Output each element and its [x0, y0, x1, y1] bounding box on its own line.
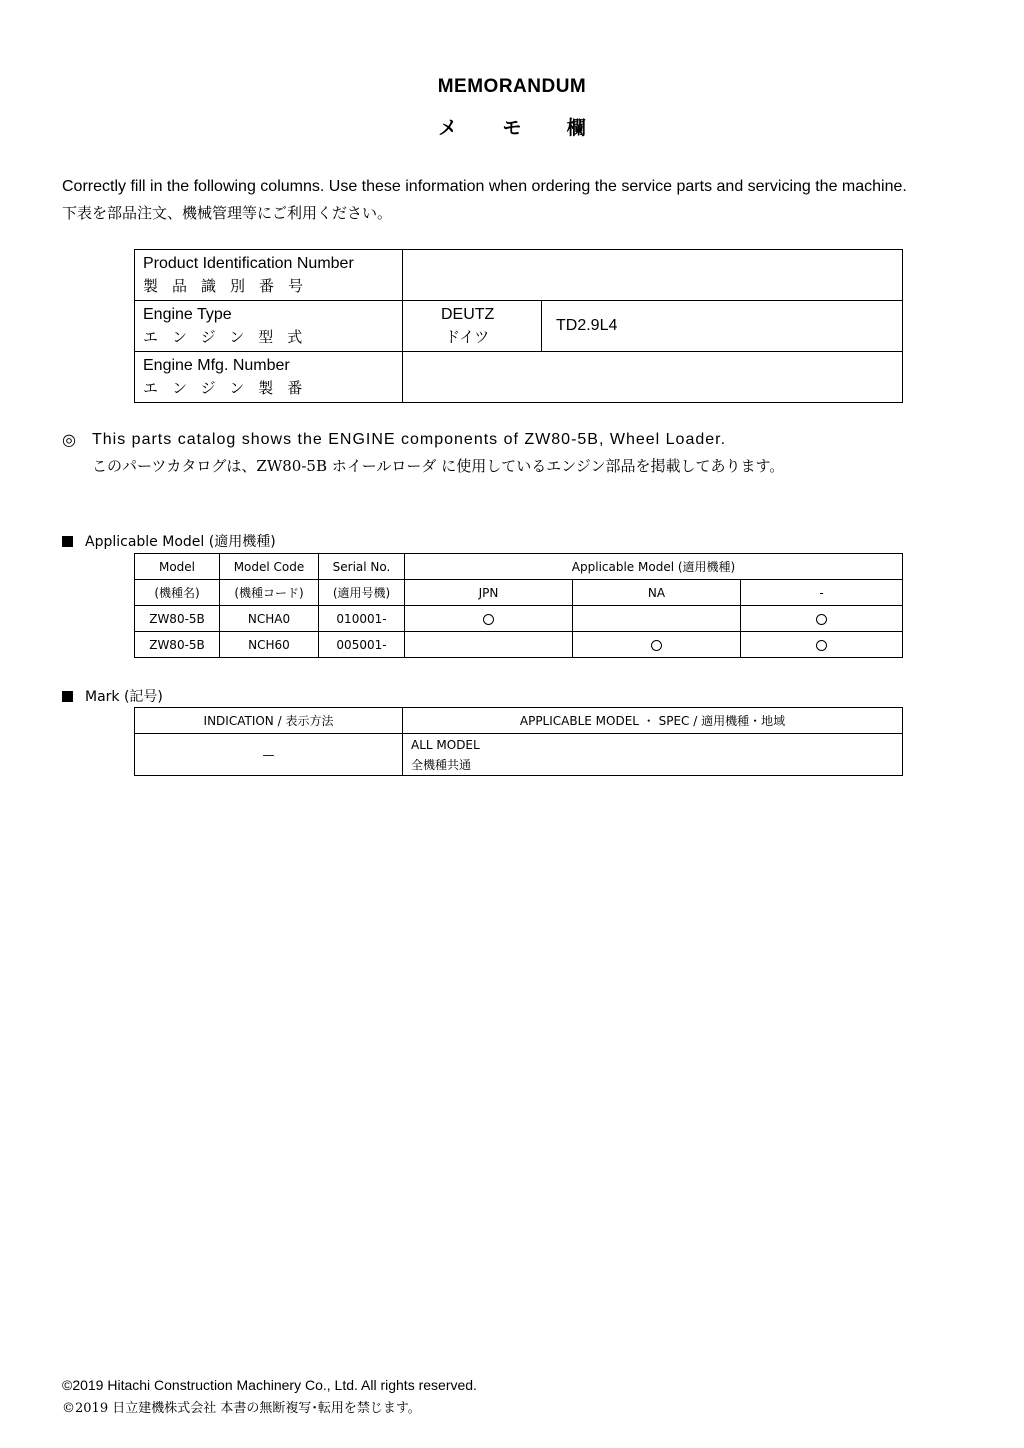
applicable-model-heading — [62, 531, 276, 551]
mark-cell-other — [741, 606, 903, 632]
mark-header-row — [135, 708, 903, 734]
mark-heading-text: Mark (記号) — [85, 689, 163, 705]
row-model-code: NCHA0 — [220, 606, 319, 632]
engine-maker-ja: ドイツ — [445, 328, 490, 346]
row-serial: 010001- — [319, 606, 405, 632]
engine-type-label-en: Engine Type — [143, 306, 232, 323]
mark-cell-na — [573, 632, 741, 658]
table-row — [135, 632, 903, 658]
header-region-jpn: JPN — [405, 580, 573, 606]
mark-table — [134, 707, 903, 776]
engine-mfg-label-en: Engine Mfg. Number — [143, 357, 290, 374]
black-square-icon — [62, 691, 73, 702]
engine-mfg-value-field[interactable] — [403, 352, 903, 403]
header-model-code-ja: (機種コード) — [220, 580, 319, 606]
pin-label-ja: 製品識別番号 — [143, 277, 318, 295]
pin-label-en: Product Identification Number — [143, 255, 354, 272]
header-model-ja: (機種名) — [135, 580, 220, 606]
pin-row — [135, 250, 903, 301]
mark-heading — [62, 686, 163, 706]
mark-desc-ja: 全機種共通 — [411, 757, 472, 772]
memorandum-title: MEMORANDUM — [437, 76, 587, 97]
row-model-code: NCH60 — [220, 632, 319, 658]
engine-maker-cell — [403, 301, 542, 352]
mark-header-applicable: APPLICABLE MODEL ・ SPEC / 適用機種・地域 — [403, 708, 903, 734]
mark-header-indication: INDICATION / 表示方法 — [135, 708, 403, 734]
circle-mark-icon — [816, 640, 827, 651]
note-double-circle-icon: ◎ — [62, 430, 76, 449]
header-serial-ja: (適用号機) — [319, 580, 405, 606]
pin-label-cell — [135, 250, 403, 301]
header-model-code: Model Code — [220, 554, 319, 580]
engine-mfg-label-cell — [135, 352, 403, 403]
applicable-model-table — [134, 553, 903, 658]
engine-mfg-label-ja: エンジン製番 — [143, 379, 317, 397]
catalog-note-en: This parts catalog shows the ENGINE components of ZW80-5B, Wheel Loader. — [92, 431, 727, 448]
mark-desc-en: ALL MODEL — [411, 737, 480, 752]
copyright-en: ©2019 Hitachi Construction Machinery Co., Ltd. All rights reserved. — [62, 1377, 477, 1393]
row-model: ZW80-5B — [135, 632, 220, 658]
mark-cell-jpn — [405, 606, 573, 632]
mark-body-row — [135, 734, 903, 776]
mark-desc-cell — [403, 734, 903, 776]
engine-type-value: TD2.9L4 — [542, 301, 903, 352]
circle-mark-icon — [483, 614, 494, 625]
engine-type-label-cell — [135, 301, 403, 352]
mark-cell-jpn — [405, 632, 573, 658]
product-info-table — [134, 249, 903, 403]
copyright-ja: ©2019 日立建機株式会社 本書の無断複写･転用を禁じます。 — [62, 1401, 421, 1416]
header-region-na: NA — [573, 580, 741, 606]
applicable-header-row-2 — [135, 580, 903, 606]
engine-mfg-row — [135, 352, 903, 403]
catalog-note-ja: このパーツカタログは、ZW80-5B ホイールローダ に使用しているエンジン部品を掲載してあります。 — [92, 457, 785, 475]
applicable-model-heading-text: Applicable Model (適用機種) — [85, 534, 276, 550]
row-serial: 005001- — [319, 632, 405, 658]
circle-mark-icon — [816, 614, 827, 625]
row-model: ZW80-5B — [135, 606, 220, 632]
intro-text-ja: 下表を部品注文、機械管理等にご利用ください。 — [62, 204, 393, 222]
memo-title-ja: メ モ 欄 — [438, 118, 586, 139]
mark-cell-na — [573, 606, 741, 632]
pin-value-field[interactable] — [403, 250, 903, 301]
header-applicable-group: Applicable Model (適用機種) — [405, 554, 903, 580]
intro-text-en: Correctly fill in the following columns. Use these information when ordering the service parts and servicing the machine. — [62, 178, 907, 195]
table-row — [135, 606, 903, 632]
mark-symbol-cell — [135, 734, 403, 776]
engine-type-label-ja: エンジン型式 — [143, 328, 317, 346]
header-serial: Serial No. — [319, 554, 405, 580]
circle-mark-icon — [651, 640, 662, 651]
engine-type-row — [135, 301, 903, 352]
dash-mark-icon: — — [262, 747, 275, 762]
mark-cell-other — [741, 632, 903, 658]
header-model: Model — [135, 554, 220, 580]
black-square-icon — [62, 536, 73, 547]
applicable-header-row-1 — [135, 554, 903, 580]
header-region-other: - — [741, 580, 903, 606]
engine-maker-en: DEUTZ — [441, 306, 495, 323]
